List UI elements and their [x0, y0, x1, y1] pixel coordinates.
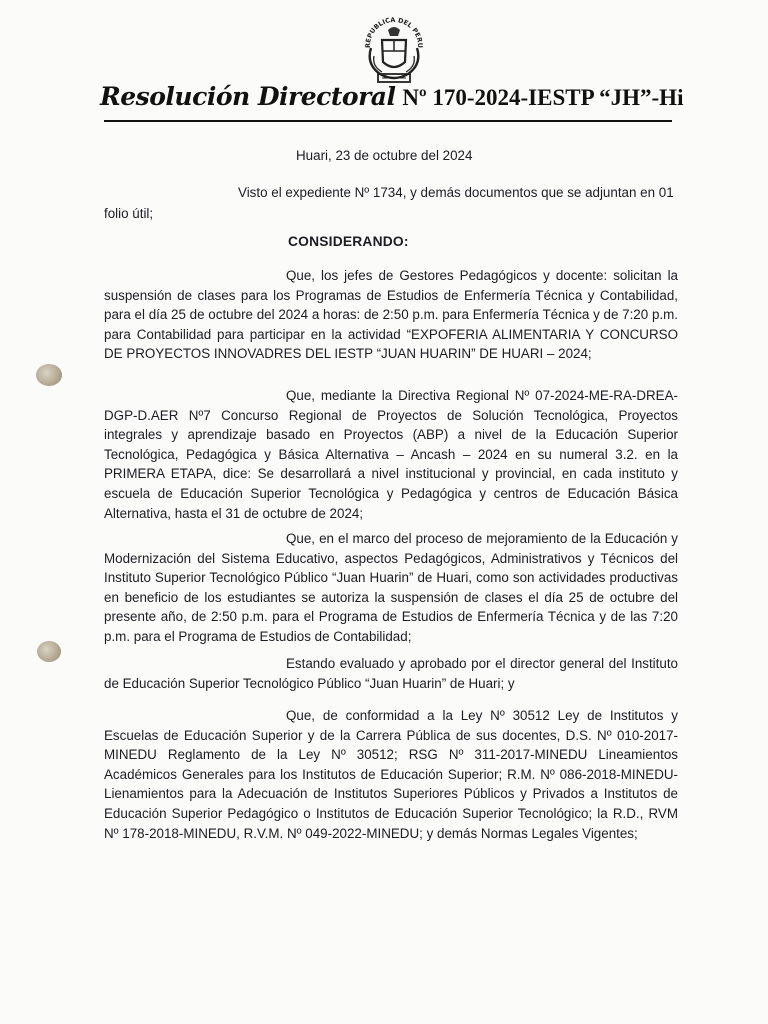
- considerando-paragraph-4: Estando evaluado y aprobado por el director general del Instituto de Educación Superior Tecnológico Público “Juan Huarin” de Huari; y: [104, 656, 678, 691]
- considerando-paragraph-2: Que, mediante la Directiva Regional Nº 07-2024-ME-RA-DREA-DGP-D.AER Nº7 Concurso Regional de Proyectos de Solución Tecnológica, Proyectos integrales y aprendizaje basado en Proyectos (ABP) a nivel de la Educación Superior Tecnológica, Pedagógica y Básica Alternativa – Ancash – 2024 en su numeral 3.2. en la PRIMERA ETAPA, dice: Se desarrollará a nivel institucional y provincial, en cada instituto y escuela de Educación Superior Tecnológica y Pedagógica y centros de Educación Básica Alternativa, hasta el 31 de octubre de 2024;: [104, 388, 678, 521]
- date-line: Huari, 23 de octubre del 2024: [296, 148, 473, 163]
- resolution-number: Nº 170-2024-IESTP “JH”-Hi: [402, 85, 684, 110]
- emblem-text: REPUBLICA DEL PERU: [363, 15, 425, 49]
- considerando-paragraph-1: Que, los jefes de Gestores Pedagógicos y docente: solicitan la suspensión de clases para los Programas de Estudios de Enfermería Técnica y Contabilidad, para el día 25 de octubre del 2024 a horas: de 2:50 p.m. para Enfermería Técnica y de 7:20 p.m. para Contabilidad para participar en la actividad “EXPOFERIA ALIMENTARIA Y CONCURSO DE PROYECTOS INNOVADRES DEL IESTP “JUAN HUARIN” DE HUARI – 2024;: [104, 268, 678, 362]
- punch-hole: [36, 364, 62, 386]
- considerando-paragraph-5: Que, de conformidad a la Ley Nº 30512 Ley de Institutos y Escuelas de Educación Superior y de la Carrera Pública de sus docentes, D.S. Nº 010-2017-MINEDU Reglamento de la Ley Nº 30512; RSG Nº 311-2017-MINEDU Lineamientos Académicos Generales para los Institutos de Educación Superior; R.M. Nº 086-2018-MINEDU-Lienamientos para la Adecuación de Institutos Superiores Públicos y Privados a Institutos de Educación Superior Pedagógico o Institutos de Educación Superior Tecnológico; la R.D., RVM Nº 178-2018-MINEDU, R.V.M. Nº 049-2022-MINEDU; y demás Normas Legales Vigentes;: [104, 708, 678, 841]
- title-script: Resolución Directoral: [100, 82, 396, 111]
- considerando-heading: CONSIDERANDO:: [288, 234, 409, 249]
- title-underline: [104, 120, 672, 122]
- visto-paragraph: Visto el expediente Nº 1734, y demás documentos que se adjuntan en 01 folio útil;: [104, 185, 674, 221]
- resolution-title: [100, 82, 684, 112]
- considerando-paragraph-3: Que, en el marco del proceso de mejoramiento de la Educación y Modernización del Sistema Educativo, aspectos Pedagógicos, Administrativos y Técnicos del Instituto Superior Tecnológico Público “Juan Huarin” de Huari, como son actividades productivas en beneficio de los estudiantes se autoriza la suspensión de clases el día 25 de octubre del presente año, de 2:50 p.m. para el Programa de Estudios de Enfermería Técnica y de las 7:20 p.m. para el Programa de Estudios de Contabilidad;: [104, 531, 678, 644]
- coat-of-arms-icon: [358, 12, 430, 88]
- punch-hole: [37, 641, 61, 662]
